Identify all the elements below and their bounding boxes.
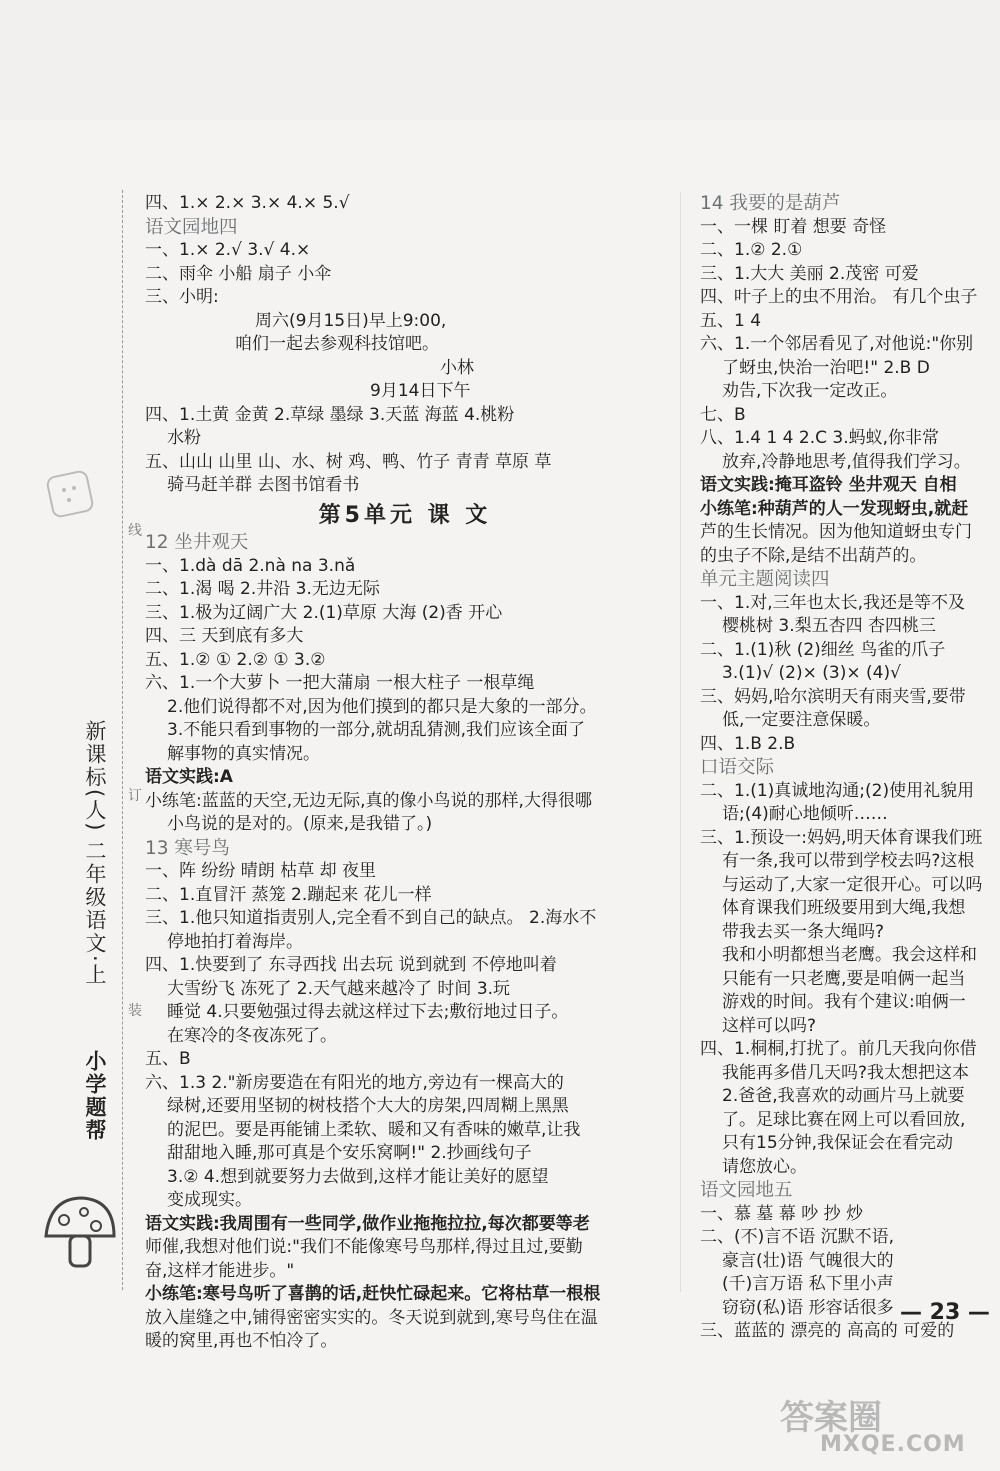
right-answer-line: 二、1.(1)秋 (2)细丝 鸟雀的爪子 [700,639,946,660]
answer-column-left [145,192,665,1354]
right-answer-line: 芦的生长情况。因为他知道蚜虫专门 [700,522,972,542]
left-answer-line: 六、1.一个大萝卜 一把大蒲扇 一根大柱子 一根草绳 [145,673,535,693]
right-answer-line: 窃窃(私)语 形容话很多 [722,1297,894,1318]
left-answer-line: 小鸟说的是对的。(原来,是我错了。) [167,814,433,834]
book-title: 二年级语文·上 [83,840,107,987]
right-answer-line: 与运动了,大家一定很开心。可以吗 [722,874,983,895]
right-answer-line: 2.爸爸,我喜欢的动画片马上就要 [722,1086,965,1106]
binding-mark-line: 线 [128,523,142,539]
binding-dashed-line [122,190,123,1290]
dice-icon [38,460,108,530]
left-answer-line: 小林 [440,357,474,378]
brand-label: 小学题帮 [83,1050,107,1142]
watermark-url: MXQE.COM [820,1432,966,1457]
right-answer-line: 3.(1)√ (2)× (3)× (4)√ [722,663,901,683]
left-answer-line: 小练笔:蓝蓝的天空,无边无际,真的像小鸟说的那样,大得很哪 [145,790,592,811]
left-answer-line: 3.② 4.想到就要努力去做到,这样才能让美好的愿望 [167,1166,549,1187]
right-answer-line: 三、1.预设一:妈妈,明天体育课我们班 [700,827,983,848]
right-answer-line: 请您放心。 [722,1156,807,1177]
left-answer-line: 奋,这样才能进步。" [145,1260,295,1281]
right-answer-line: 语文园地五 [700,1180,793,1201]
edition-label: 新课标(人) [83,720,107,833]
left-answer-line: 绿树,还要用坚韧的树枝搭个大大的房架,四周糊上黑黑 [167,1096,569,1116]
right-answer-line: 二、1.(1)真诚地沟通;(2)使用礼貌用 [700,780,975,801]
left-answer-line: 二、雨伞 小船 扇子 小伞 [145,263,332,284]
left-answer-line: 变成现实。 [167,1190,252,1210]
right-answer-line: 樱桃树 3.梨五杏四 杏四桃三 [722,616,937,636]
left-answer-line: 睡觉 4.只要勉强过得去就这样过下去;敷衍地过日子。 [167,1002,569,1022]
right-answer-line: 二、(不)言不语 沉默不语, [700,1227,895,1247]
left-answer-line: 五、B [145,1049,191,1069]
left-answer-line: 停地拍打着海岸。 [167,931,303,952]
left-answer-line: 一、1.dà dā 2.nà na 3.nǎ [145,555,356,576]
right-answer-line: 口语交际 [700,757,775,778]
right-answer-line: 体育课我们班级要用到大绳,我想 [722,898,966,918]
left-answer-line: 语文实践:我周围有一些同学,做作业拖拖拉拉,每次都要等老 [145,1213,590,1234]
left-answer-line: 在寒冷的冬夜冻死了。 [167,1025,337,1046]
right-answer-line: 七、B [700,404,746,425]
right-answer-line: 低,一定要注意保暖。 [722,710,881,730]
right-answer-line: 了蚜虫,快治一治吧!" 2.B D [722,357,930,378]
right-answer-line: 我能再多借几天吗?我太想把这本 [722,1062,970,1083]
answer-column-right [700,192,1000,1344]
left-answer-line: 2.他们说得都不对,因为他们摸到的都只是大象的一部分。 [167,696,597,717]
left-answer-line: 四、1.快要到了 东寻西找 出去玩 说到就到 不停地叫着 [145,955,557,975]
left-answer-line: 解事物的真实情况。 [167,743,320,764]
right-answer-line: 放弃,冷静地思考,值得我们学习。 [722,451,971,472]
left-answer-line: 骑马赶羊群 去图书馆看书 [167,475,360,495]
left-answer-line: 三、1.他只知道指责别人,完全看不到自己的缺点。 2.海水不 [145,908,597,928]
right-answer-line: 一、一棵 盯着 想要 奇怪 [700,216,887,237]
left-answer-line: 放入崖缝之中,铺得密密实实的。冬天说到就到,寒号鸟住在温 [145,1307,598,1328]
right-answer-line: (千)言万语 私下里小声 [722,1274,894,1294]
right-answer-line: 三、1.大大 美丽 2.茂密 可爱 [700,263,919,284]
top-margin [0,0,1000,120]
left-answer-line: 3.不能只看到事物的一部分,就胡乱猜测,我们应该全面了 [167,720,586,740]
right-answer-line: 豪言(壮)语 气魄很大的 [722,1250,894,1271]
watermark-logo: 答案圈 [780,1398,882,1438]
binding-mark-order: 订 [128,788,142,804]
right-answer-line: 游戏的时间。我有个建议:咱俩一 [722,992,966,1012]
right-answer-line: 五、1 4 [700,310,762,331]
left-answer-line: 13 寒号鸟 [145,837,230,859]
right-answer-line: 一、慕 墓 幕 吵 抄 炒 [700,1203,864,1224]
right-answer-line: 四、叶子上的虫不用治。 有几个虫子 [700,287,978,307]
left-answer-line: 一、阵 纷纷 晴朗 枯草 却 夜里 [145,861,377,881]
mushroom-mascot-icon [40,1190,120,1280]
right-answer-line: 一、1.对,三年也太长,我还是等不及 [700,592,966,613]
left-answer-line: 一、1.× 2.√ 3.√ 4.× [145,240,311,260]
left-answer-line: 大雪纷飞 冻死了 2.天气越来越冷了 时间 3.玩 [167,978,511,999]
left-answer-line: 的泥巴。要是再能铺上柔软、暖和又有香味的嫩草,让我 [167,1119,581,1140]
column-divider [680,192,681,1292]
right-answer-line: 的虫子不除,是结不出葫芦的。 [700,545,927,566]
left-answer-line: 语文实践:A [145,767,233,787]
left-answer-line: 暖的窝里,再也不怕冷了。 [145,1331,338,1351]
right-answer-line: 只有15分钟,我保证会在看完动 [722,1133,954,1153]
binding-mark-bind: 装 [128,1003,142,1019]
right-answer-line: 带我去买一条大绳吗? [722,921,885,942]
left-answer-line: 五、1.② ① 2.② ① 3.② [145,649,326,670]
left-answer-line: 水粉 [167,428,201,448]
right-answer-line: 有一条,我可以带到学校去吗?这根 [722,851,975,871]
left-answer-line: 语文园地四 [145,216,238,238]
right-answer-line: 这样可以吗? [722,1015,817,1036]
right-answer-line: 三、蓝蓝的 漂亮的 高高的 可爱的 [700,1321,955,1341]
left-answer-line: 小练笔:寒号鸟听了喜鹊的话,赶快忙碌起来。它将枯草一根根 [145,1284,601,1304]
right-answer-line: 语;(4)耐心地倾听…… [722,804,888,824]
left-answer-line: 9月14日下午 [370,381,471,401]
right-answer-line: 14 我要的是葫芦 [700,193,841,214]
left-answer-line: 12 坐井观天 [145,532,249,553]
left-answer-line: 二、1.直冒汗 蒸笼 2.蹦起来 花儿一样 [145,884,432,905]
right-answer-line: 二、1.② 2.① [700,240,803,260]
left-answer-line: 三、1.极为辽阔广大 2.(1)草原 大海 (2)香 开心 [145,602,503,623]
right-answer-line: 八、1.4 1 4 2.C 3.蚂蚁,你非常 [700,428,939,448]
left-answer-line: 师催,我想对他们说:"我们不能像寒号鸟那样,得过且过,要勤 [145,1237,583,1257]
right-answer-line: 四、1.B 2.B [700,733,796,754]
right-answer-line: 三、妈妈,哈尔滨明天有雨夹雪,要带 [700,686,966,707]
left-answer-line: 咱们一起去参观科技馆吧。 [235,334,439,354]
right-answer-line: 单元主题阅读四 [700,569,830,590]
left-answer-line: 三、小明: [145,287,219,307]
right-answer-line: 我和小明都想当老鹰。我会这样和 [722,945,977,965]
right-answer-line: 了。足球比赛在网上可以看回放, [722,1109,966,1130]
right-answer-line: 只能有一只老鹰,要是咱俩一起当 [722,968,966,989]
left-answer-line: 五、山山 山里 山、水、树 鸡、鸭、竹子 青青 草原 草 [145,451,552,472]
left-answer-line: 第5单元 课 文 [318,502,492,528]
left-answer-line: 四、1.土黄 金黄 2.草绿 墨绿 3.天蓝 海蓝 4.桃粉 [145,404,515,425]
right-answer-line: 劝告,下次我一定改正。 [722,381,898,401]
right-answer-line: 语文实践:掩耳盗铃 坐井观天 自相 [700,475,957,495]
right-answer-line: 四、1.桐桐,打扰了。前几天我向你借 [700,1039,977,1059]
right-answer-line: 小练笔:种葫芦的人一发现蚜虫,就赶 [700,498,969,519]
left-answer-line: 六、1.3 2."新房要造在有阳光的地方,旁边有一棵高大的 [145,1072,564,1093]
left-answer-line: 四、三 天到底有多大 [145,626,304,646]
page-number: — 23 — [900,1300,990,1325]
left-answer-line: 二、1.渴 喝 2.井沿 3.无边无际 [145,579,380,599]
left-answer-line: 甜甜地入睡,那可真是个安乐窝啊!" 2.抄画线句子 [167,1143,532,1163]
left-answer-line: 四、1.× 2.× 3.× 4.× 5.√ [145,193,350,213]
right-answer-line: 六、1.一个邻居看见了,对他说:"你别 [700,334,974,354]
left-answer-line: 周六(9月15日)早上9:00, [255,310,447,331]
